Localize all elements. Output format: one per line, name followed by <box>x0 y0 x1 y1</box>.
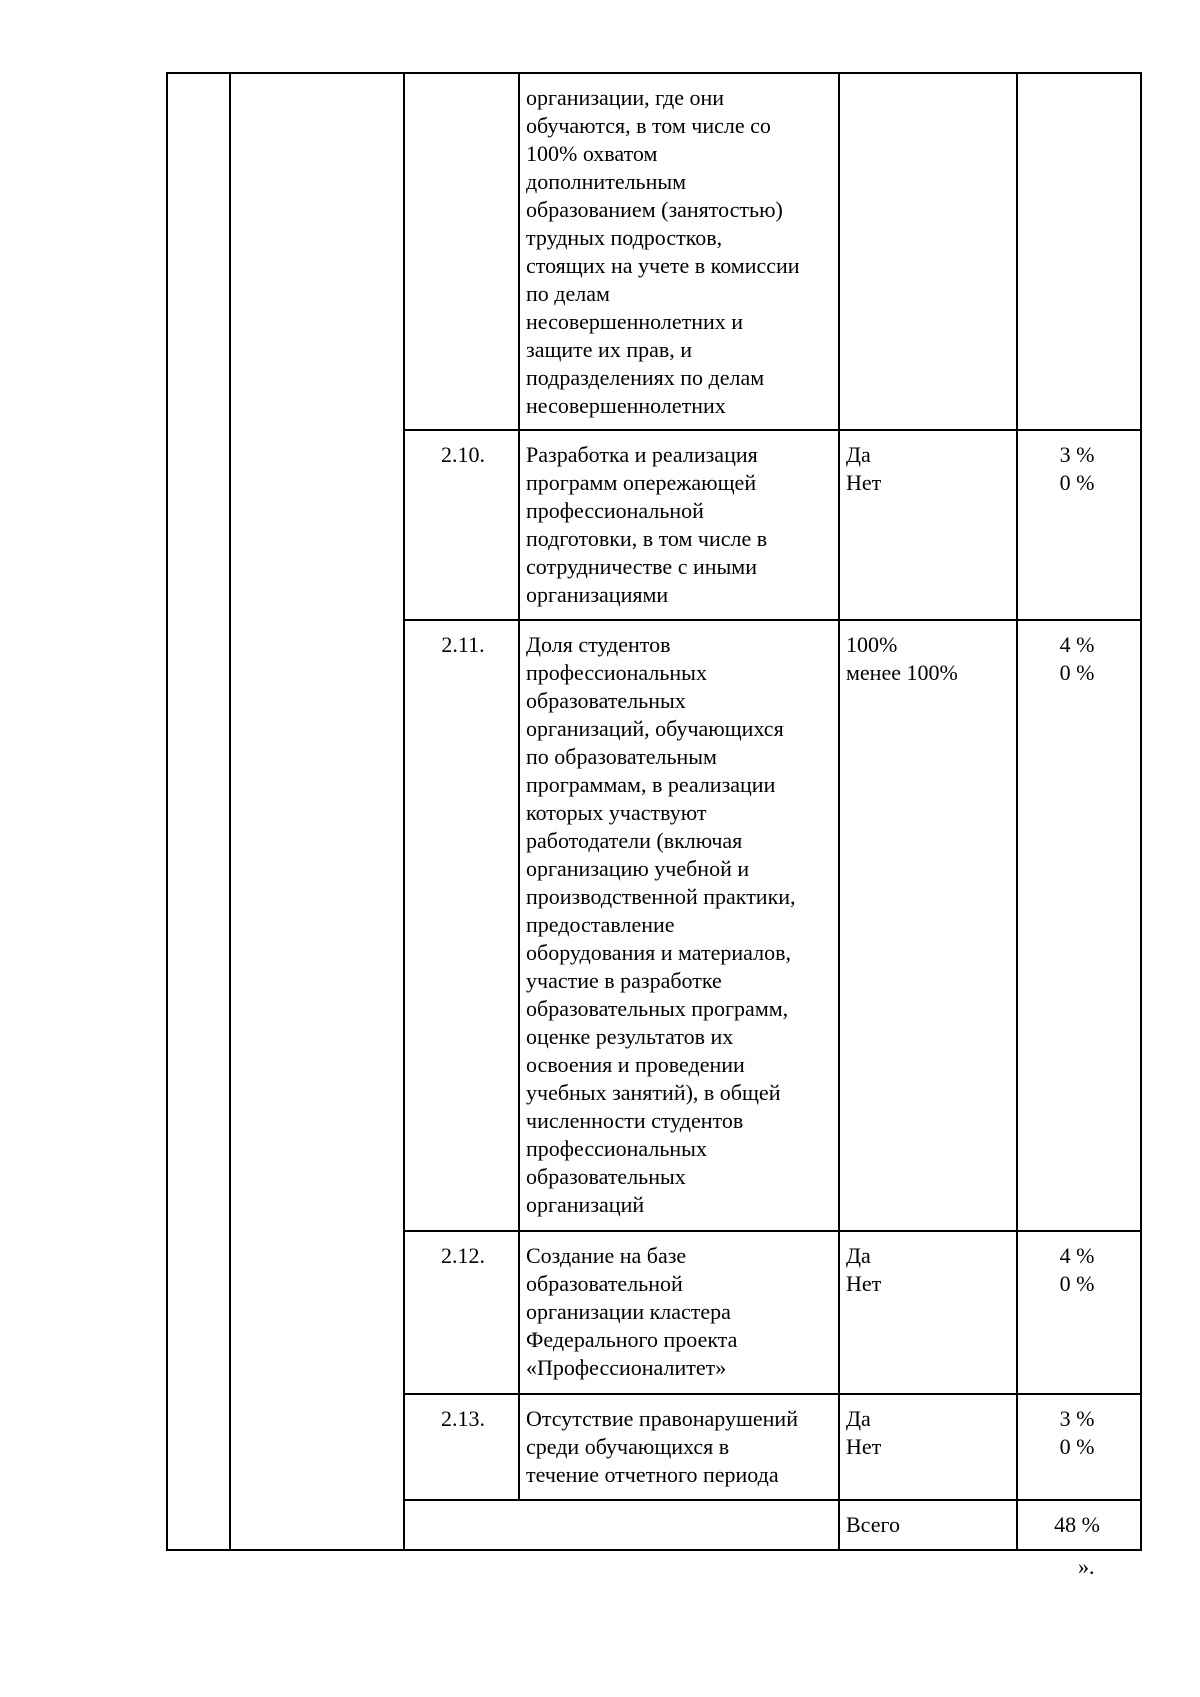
table-top-border <box>166 72 1142 74</box>
criterion-number: 2.10. <box>441 442 485 467</box>
row-divider-1 <box>403 429 1142 431</box>
criterion-description: организации, где они обучаются, в том числе со 100% охватом дополнительным образованием (занятостью) трудных подростков, стоящих на учете в комиссии по делам несовершеннолетних и защите их прав, и подразделениях по делам несовершеннолетних <box>526 85 800 418</box>
criterion-points: 4 % 0 % <box>1059 632 1095 685</box>
criterion-points: 3 % 0 % <box>1059 442 1095 495</box>
row-divider-4 <box>403 1393 1142 1395</box>
criterion-values: Да Нет <box>846 1243 882 1296</box>
criterion-values: Да Нет <box>846 1406 882 1459</box>
criterion-description: Создание на базе образовательной организации кластера Федерального проекта «Профессионалитет» <box>526 1243 738 1380</box>
column-divider-3 <box>518 72 520 1500</box>
criterion-points: 3 % 0 % <box>1059 1406 1095 1459</box>
criterion-values: Да Нет <box>846 442 882 495</box>
criterion-number: 2.12. <box>441 1243 485 1268</box>
table-bottom-border <box>166 1549 1142 1551</box>
column-divider-5 <box>1016 72 1018 1551</box>
total-value: 48 % <box>1054 1512 1100 1537</box>
criterion-values: 100% менее 100% <box>846 632 958 685</box>
criterion-description: Отсутствие правонарушений среди обучающихся в течение отчетного периода <box>526 1406 798 1487</box>
column-divider-1 <box>229 72 231 1551</box>
table-left-border <box>166 72 168 1551</box>
criterion-description: Доля студентов профессиональных образовательных организаций, обучающихся по образовательным программам, в реализации которых участвуют работодатели (включая организацию учебной и производственной практики, предоставление оборудования и материалов, участие в разработке образовательных программ, оценке результатов их освоения и проведении учебных занятий), в общей численности студентов профессиональных образовательных организаций <box>526 632 796 1217</box>
table-right-border <box>1140 72 1142 1551</box>
row-divider-2 <box>403 619 1142 621</box>
criterion-number: 2.11. <box>441 632 485 657</box>
closing-quote-mark: ». <box>1078 1554 1095 1579</box>
row-divider-3 <box>403 1230 1142 1232</box>
total-label: Всего <box>846 1512 900 1537</box>
row-divider-5 <box>403 1499 1142 1501</box>
column-divider-4 <box>838 72 840 1551</box>
criterion-number: 2.13. <box>441 1406 485 1431</box>
column-divider-2 <box>403 72 405 1551</box>
criterion-points: 4 % 0 % <box>1059 1243 1095 1296</box>
criterion-description: Разработка и реализация программ опережающей профессиональной подготовки, в том числе в сотрудничестве с иными организациями <box>526 442 768 607</box>
